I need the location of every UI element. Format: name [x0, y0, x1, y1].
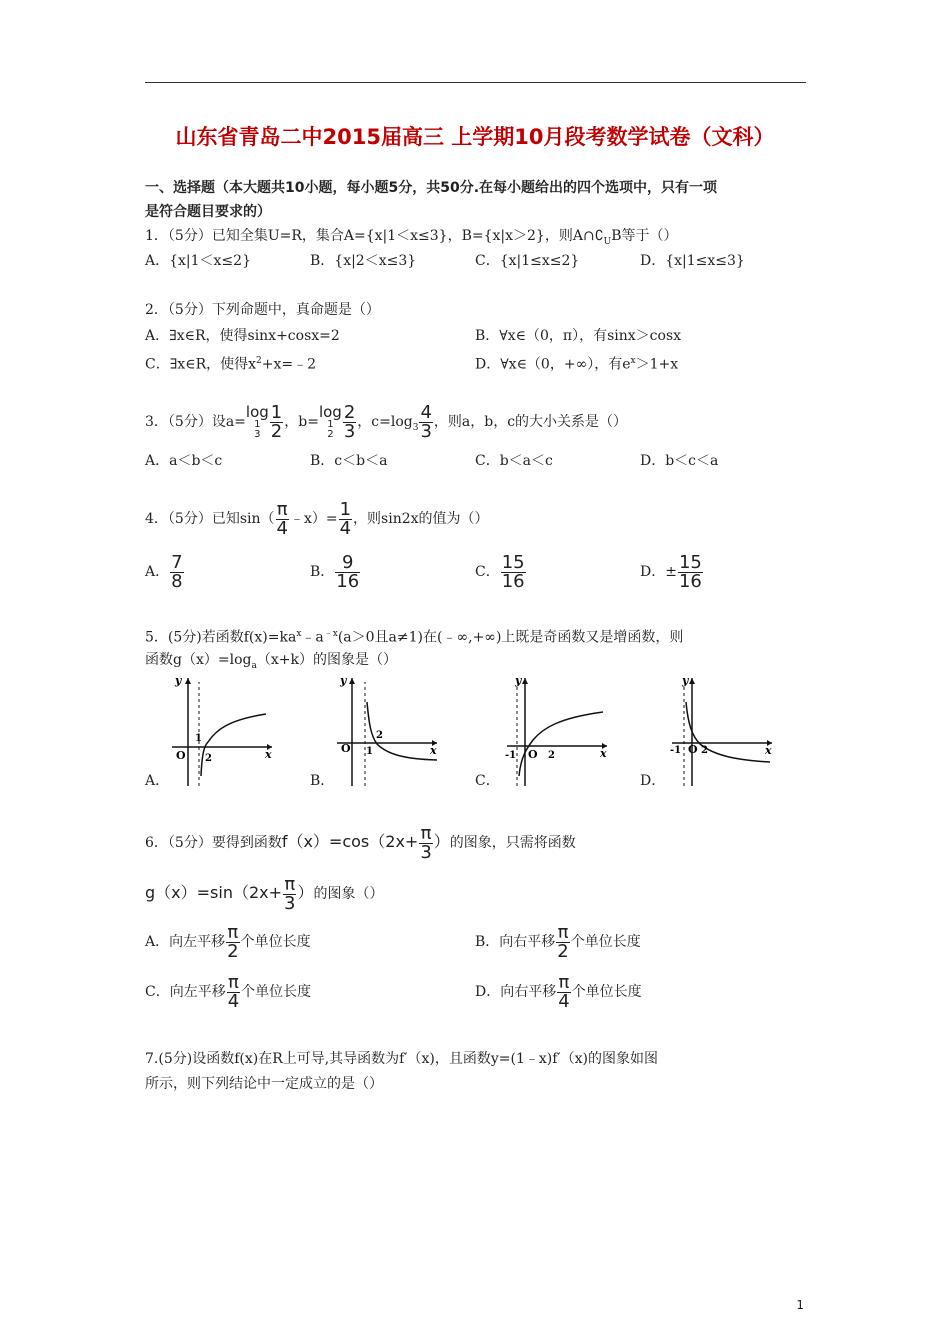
q2-option-d: [475, 352, 678, 374]
q3-c-num: 4: [420, 401, 432, 423]
q3-b-log-word: log: [318, 402, 342, 421]
q3-b-base-num: 1: [327, 418, 334, 430]
q3-c-den: 3: [420, 420, 432, 442]
q6-b-text: B．向右平移: [475, 934, 556, 950]
q2-d-exponent: x: [630, 356, 636, 366]
q3-b-label: ，b=: [284, 414, 319, 430]
q6-f-expression: f（x）=cos（2x+: [281, 832, 419, 851]
q3-b-argument: [343, 401, 356, 442]
q6-c-pi: π: [228, 971, 239, 993]
graph-b-y-label: y: [340, 674, 347, 687]
q4-option-b: [310, 552, 361, 592]
q3-prefix: 3．（5分）设a=: [145, 414, 246, 430]
q4-one-quarter: [339, 498, 352, 539]
q4-a-frac: [170, 551, 183, 592]
graph-c-x-label: x: [600, 747, 607, 760]
q3-option-d: D．b＜c＜a: [640, 453, 719, 469]
question-7-line2: 所示，则下列结论中一定成立的是（）: [145, 1076, 383, 1092]
graph-c-y-label: y: [515, 674, 522, 687]
q4-b-label: B．: [310, 564, 335, 580]
q4-prefix: 4．（5分）已知sin（: [145, 511, 275, 527]
q5-graph-d: [668, 674, 778, 789]
q4-d-frac: [678, 551, 703, 592]
q5-text-c: (a＞0且a≠1)在(﹣∞,+∞)上既是奇函数又是增函数，则: [337, 629, 684, 646]
q6-b-pi: π: [557, 921, 569, 943]
question-7-line1: 7.(5分)设函数f(x)在R上可导,其导函数为f′（x)，且函数y=(1﹣x)f′（x)的图象如图: [145, 1051, 658, 1067]
q4-c-den: 16: [501, 570, 525, 592]
graph-c-origin: O: [528, 748, 538, 761]
question-6-line1: [145, 822, 576, 863]
q3-option-b: B．c＜b＜a: [310, 453, 388, 469]
graph-b-x-label: x: [430, 744, 437, 757]
q3-a-log: [245, 402, 269, 440]
q6-b-den: 2: [557, 940, 569, 962]
q4-a-den: 8: [171, 570, 183, 592]
question-2-stem: 2．（5分）下列命题中，真命题是（）: [145, 302, 380, 318]
complement-subscript: U: [603, 236, 612, 247]
question-4-stem: [145, 499, 489, 539]
q4-d-den: 16: [678, 570, 702, 592]
q6-option-a: [145, 922, 311, 962]
q4-c-label: C．: [475, 564, 500, 580]
q6-option-c: [145, 972, 311, 1012]
q3-suffix: ，则a，b，c的大小关系是（）: [433, 414, 628, 430]
graph-a-x-label: x: [265, 748, 272, 761]
q4-option-c: [475, 552, 527, 592]
q2-c-exponent: 2: [256, 356, 262, 366]
graph-d-y-label: y: [682, 674, 689, 687]
q6-c-frac: [227, 971, 240, 1012]
q4-a-num: 7: [171, 551, 183, 573]
q6-a-text: A．向左平移: [145, 934, 226, 950]
q6-suffix2: 的图象（）: [313, 886, 384, 902]
q3-a-argument: [270, 401, 283, 442]
q5-text-d: 函数g（x）=log: [145, 652, 252, 668]
page-number: 1: [796, 1298, 804, 1312]
q6-g-pi-over-3: [283, 873, 296, 914]
q4-pi: π: [276, 498, 288, 520]
q4-option-d: [640, 552, 704, 592]
q4-b-den: 16: [336, 570, 360, 592]
q6-d-text: D．向右平移: [475, 984, 557, 1000]
q3-option-c: C．b＜a＜c: [475, 453, 553, 469]
page-title: 山东省青岛二中2015届高三 上学期10月段考数学试卷（文科）: [175, 125, 775, 149]
graph-a-tick-1: 1: [195, 733, 202, 744]
q3-c-base: 3: [412, 422, 419, 433]
q5-text-a: 5．(5分)若函数f(x)=ka: [145, 629, 297, 646]
q6-c-den: 4: [227, 990, 240, 1012]
q5-option-a: A．: [145, 773, 170, 789]
q1-option-a: A．{x|1＜x≤2}: [145, 253, 251, 269]
q6-prefix: 6．（5分）要得到函数: [145, 835, 282, 851]
q5-text-e: （x+k）的图象是（）: [256, 652, 397, 668]
q6-a-den: 2: [227, 940, 239, 962]
q5-exp-neg-x: ﹣x: [323, 629, 338, 639]
question-1-stem: [145, 227, 678, 251]
q4-suffix: ，则sin2x的值为（）: [353, 511, 489, 527]
graph-b-origin: O: [341, 742, 351, 755]
q6-option-d: [475, 972, 642, 1012]
graph-b-tick-2: 2: [376, 730, 383, 741]
q4-option-a: [145, 552, 185, 592]
q4-four-den: 4: [339, 517, 352, 539]
q3-a-base: [254, 420, 260, 440]
q4-c-num: 15: [501, 551, 525, 573]
q1-option-c: C．{x|1≤x≤2}: [475, 253, 580, 269]
q5-option-d: D．: [640, 773, 666, 789]
q3-b-arg-num: 2: [343, 401, 356, 423]
q2-c-text: C．∃x∈R，使得x: [145, 356, 257, 373]
q3-b-log: [318, 402, 342, 440]
section-heading-line2: 是符合题目要求的）: [145, 204, 271, 220]
complement-symbol: ∁: [594, 228, 604, 244]
q6-d-pi: π: [558, 971, 570, 993]
header-rule: [145, 82, 806, 83]
q6-a-pi: π: [227, 921, 239, 943]
q1-option-b: B．{x|2＜x≤3}: [310, 253, 417, 269]
q3-a-arg-num: 1: [270, 401, 283, 423]
q3-b-arg-den: 3: [343, 420, 356, 442]
q4-a-label: A．: [145, 564, 170, 580]
q3-c-argument: [419, 401, 432, 442]
question-3-stem: [145, 402, 627, 448]
q6-g-expression: g（x）=sin（2x+: [145, 883, 283, 902]
q6-b-unit: 个单位长度: [570, 934, 641, 950]
graph-b-tick-1: 1: [366, 746, 373, 757]
graph-c-tick-neg1: -1: [505, 750, 517, 761]
q6-f-three: 3: [420, 841, 432, 863]
question-5-line2: [145, 651, 397, 675]
q3-b-base: [327, 420, 333, 440]
section-heading-line1: 一、选择题（本大题共10小题，每小题5分，共50分.在每小题给出的四个选项中，只有一项: [145, 180, 718, 196]
q6-d-frac: [557, 971, 570, 1012]
q6-f-pi-over-3: [419, 822, 432, 863]
q2-option-c: [145, 352, 316, 374]
q5-graph-b: [333, 674, 443, 789]
q2-d-text-end: ＞1+x: [635, 356, 679, 373]
q6-c-text: C．向左平移: [145, 984, 226, 1000]
question-5-line1: [145, 625, 683, 647]
q5-exp-x: x: [296, 629, 302, 639]
q1-option-d: D．{x|1≤x≤3}: [640, 253, 745, 269]
q1-stem-end: B等于（）: [611, 228, 678, 244]
q6-a-frac: [226, 921, 239, 962]
q2-d-text: D．∀x∈（0，+∞），有e: [475, 356, 631, 373]
q4-c-frac: [501, 551, 526, 592]
q6-f-pi: π: [420, 822, 432, 844]
q3-a-base-den: 3: [254, 428, 261, 440]
q4-four: 4: [276, 517, 288, 539]
q5-option-c: C．: [475, 773, 500, 789]
q3-a-base-num: 1: [254, 418, 261, 430]
graph-a-origin: O: [176, 749, 186, 762]
q2-c-text-end: +x=﹣2: [261, 356, 317, 373]
q4-pi-over-4: [276, 498, 289, 539]
graph-a-tick-2: 2: [205, 753, 212, 764]
q4-b-num: 9: [342, 551, 354, 573]
q3-option-a: A．a＜b＜c: [145, 453, 223, 469]
q6-c-unit: 个单位长度: [241, 984, 312, 1000]
q6-option-b: [475, 922, 641, 962]
q1-stem-text: 1．（5分）已知全集U=R，集合A={x|1＜x≤3}，B={x|x＞2}，则A∩: [145, 228, 595, 244]
q2-option-b: B．∀x∈（0，π），有sinx＞cosx: [475, 328, 682, 344]
q3-a-arg-den: 2: [270, 420, 283, 442]
q3-b-base-den: 2: [327, 428, 334, 440]
q4-mid: ﹣x）=: [289, 511, 338, 527]
q4-one: 1: [339, 498, 352, 520]
q5-graph-c: [503, 674, 613, 789]
q5-option-b: B．: [310, 773, 335, 789]
q6-f-close: ）: [433, 832, 450, 851]
graph-c-tick-2: 2: [548, 750, 555, 761]
graph-a-y-label: y: [175, 674, 182, 687]
q6-a-unit: 个单位长度: [240, 934, 311, 950]
graph-d-origin: O: [688, 743, 698, 756]
q2-option-a: A．∃x∈R，使得sinx+cosx=2: [145, 328, 340, 344]
q6-suffix1: 的图象，只需将函数: [449, 835, 576, 851]
q4-d-label: D．±: [640, 564, 677, 580]
q6-d-unit: 个单位长度: [571, 984, 642, 1000]
graph-d-tick-2: 2: [701, 745, 708, 756]
q6-g-pi: π: [284, 873, 296, 895]
graph-d-tick-neg1: -1: [670, 745, 682, 756]
question-6-line2: [145, 873, 383, 914]
graph-d-x-label: x: [765, 744, 772, 757]
q5-log-base: a: [251, 660, 257, 671]
q4-d-num: 15: [678, 551, 702, 573]
q5-text-b: ﹣a: [301, 629, 324, 646]
q3-c-label: ，c=log: [357, 414, 413, 430]
q6-b-frac: [556, 921, 569, 962]
q6-g-three: 3: [284, 892, 296, 914]
q6-g-close: ）: [297, 883, 314, 902]
q6-d-den: 4: [558, 990, 570, 1012]
q5-graph-a: [168, 674, 278, 789]
q4-b-frac: [335, 551, 360, 592]
q3-a-log-word: log: [245, 402, 269, 421]
